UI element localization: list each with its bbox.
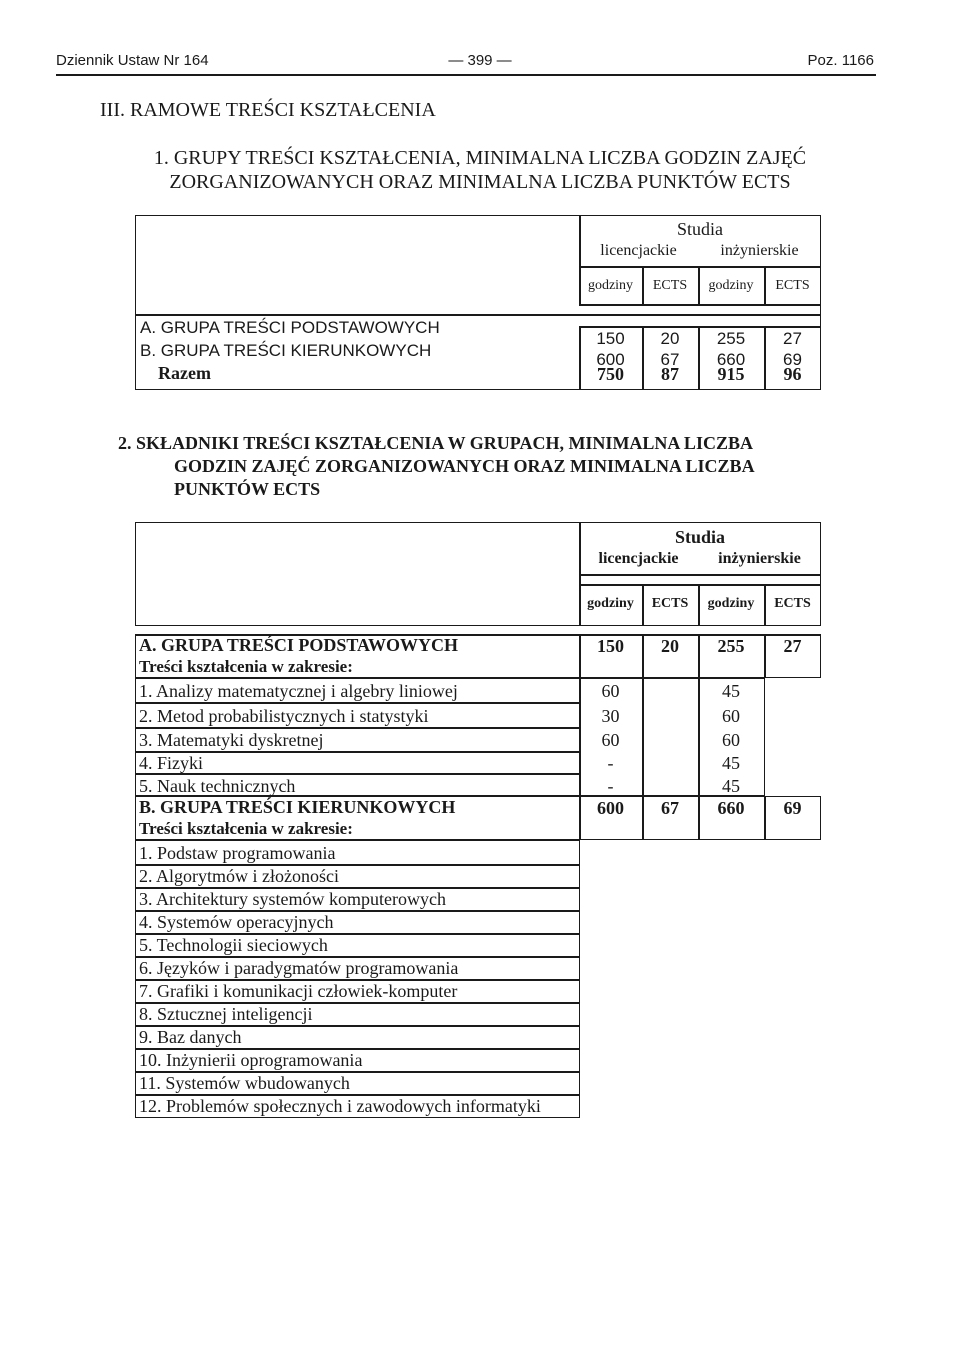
table-cell: 60 xyxy=(722,730,740,750)
list-item: 10. Inżynierii oprogramowania xyxy=(139,1050,363,1070)
list-item: 1. Analizy matematycznej i algebry liniowej xyxy=(139,681,458,701)
subheader-ects: ECTS xyxy=(651,596,689,611)
group-b-label: B. GRUPA TREŚCI KIERUNKOWYCH xyxy=(139,797,456,817)
subheader-hours: godziny xyxy=(587,278,634,293)
section-title: III. RAMOWE TREŚCI KSZTAŁCENIA xyxy=(100,99,436,121)
column-header-inzynierskie: inżynierskie xyxy=(718,550,801,567)
table-line xyxy=(579,304,821,306)
subsection-2-line: GODZIN ZAJĘĆ ZORGANIZOWANYCH ORAZ MINIMALNA LICZBA xyxy=(174,456,755,476)
table-cell: 87 xyxy=(661,364,679,384)
table-line xyxy=(135,314,821,316)
group-b-sublabel: Treści kształcenia w zakresie: xyxy=(139,819,353,838)
list-item: 4. Systemów operacyjnych xyxy=(139,912,334,932)
table-cell: 45 xyxy=(722,681,740,701)
table-line xyxy=(135,702,579,704)
table-cell: 600 xyxy=(597,798,624,818)
table-cell: 915 xyxy=(717,364,745,384)
subheader-ects: ECTS xyxy=(652,278,688,293)
studia-header: Studia xyxy=(674,527,726,547)
subsection-2-line: PUNKTÓW ECTS xyxy=(174,479,321,499)
table-cell: 27 xyxy=(783,329,802,348)
table-cell: 255 xyxy=(717,636,745,656)
subheader-ects: ECTS xyxy=(774,596,811,611)
table-cell: 45 xyxy=(722,753,740,773)
table-cell: 69 xyxy=(783,350,802,369)
list-item: 11. Systemów wbudowanych xyxy=(139,1073,350,1093)
group-a-label: A. GRUPA TREŚCI PODSTAWOWYCH xyxy=(139,635,459,655)
page-number: — 399 — xyxy=(448,52,512,69)
row-label: A. GRUPA TREŚCI PODSTAWOWYCH xyxy=(140,318,440,337)
subheader-hours: godziny xyxy=(708,278,754,293)
column-header-licencjackie: licencjackie xyxy=(598,550,679,567)
table-cell: 600 xyxy=(596,350,625,369)
table-line xyxy=(579,584,821,586)
table-cell: 67 xyxy=(660,350,680,369)
column-header-inzynierskie: inżynierskie xyxy=(720,242,799,259)
total-row-label: Razem xyxy=(158,363,211,383)
table-cell: 150 xyxy=(596,329,625,348)
table-cell: - xyxy=(607,776,614,796)
list-item: 1. Podstaw programowania xyxy=(139,843,336,863)
table-cell: 150 xyxy=(597,636,624,656)
row-label: B. GRUPA TREŚCI KIERUNKOWYCH xyxy=(140,341,432,360)
subsection-1-line: 1. GRUPY TREŚCI KSZTAŁCENIA, MINIMALNA LICZBA GODZIN ZAJĘĆ xyxy=(153,147,807,169)
table-line xyxy=(642,678,644,796)
subheader-hours: godziny xyxy=(587,596,634,611)
subsection-1-line: ZORGANIZOWANYCH ORAZ MINIMALNA LICZBA PUNKTÓW ECTS xyxy=(169,171,791,193)
table-cell: 750 xyxy=(597,364,624,384)
table-cell: 27 xyxy=(783,636,802,656)
header-rule xyxy=(56,74,876,76)
table-cell: 30 xyxy=(601,706,620,726)
table-cell: - xyxy=(607,753,614,773)
list-item: 5. Technologii sieciowych xyxy=(139,935,328,955)
studia-header: Studia xyxy=(676,219,723,239)
table-cell: 20 xyxy=(660,329,680,348)
list-item: 6. Języków i paradygmatów programowania xyxy=(139,958,459,978)
table-cell: 60 xyxy=(601,730,620,750)
table-cell: 60 xyxy=(722,706,740,726)
position-number: Poz. 1166 xyxy=(807,52,874,69)
list-item: 2. Algorytmów i złożoności xyxy=(139,866,339,886)
list-item: 2. Metod probabilistycznych i statystyki xyxy=(139,706,429,726)
table-cell: 60 xyxy=(601,681,620,701)
table-cell: 255 xyxy=(716,329,746,348)
subsection-2-line: 2. SKŁADNIKI TREŚCI KSZTAŁCENIA W GRUPACH, MINIMALNA LICZBA xyxy=(118,433,753,453)
table-cell: 660 xyxy=(716,350,746,369)
list-item: 7. Grafiki i komunikacji człowiek-komputer xyxy=(139,981,458,1001)
table-cell: 96 xyxy=(783,364,802,384)
table-cell: 67 xyxy=(661,798,679,818)
table-cell: 69 xyxy=(783,798,802,818)
group-a-sublabel: Treści kształcenia w zakresie: xyxy=(139,657,353,676)
table-line xyxy=(579,574,821,576)
table-cell: 20 xyxy=(661,636,679,656)
list-item: 3. Matematyki dyskretnej xyxy=(139,730,324,750)
table-line xyxy=(579,266,821,268)
list-item: 4. Fizyki xyxy=(139,753,204,773)
list-item: 3. Architektury systemów komputerowych xyxy=(139,889,446,909)
subheader-hours: godziny xyxy=(707,596,755,611)
journal-title: Dziennik Ustaw Nr 164 xyxy=(56,52,209,69)
table-cell: 660 xyxy=(717,798,745,818)
list-item: 12. Problemów społecznych i zawodowych informatyki xyxy=(139,1096,541,1116)
list-item: 8. Sztucznej inteligencji xyxy=(139,1004,313,1024)
list-item: 5. Nauk technicznych xyxy=(139,776,296,796)
subheader-ects: ECTS xyxy=(775,278,810,293)
subsection-2-title xyxy=(118,432,755,501)
column-header-licencjackie: licencjackie xyxy=(600,242,677,259)
table-cell: 45 xyxy=(722,776,740,796)
list-item: 9. Baz danych xyxy=(139,1027,242,1047)
subsection-1-title xyxy=(0,146,960,194)
